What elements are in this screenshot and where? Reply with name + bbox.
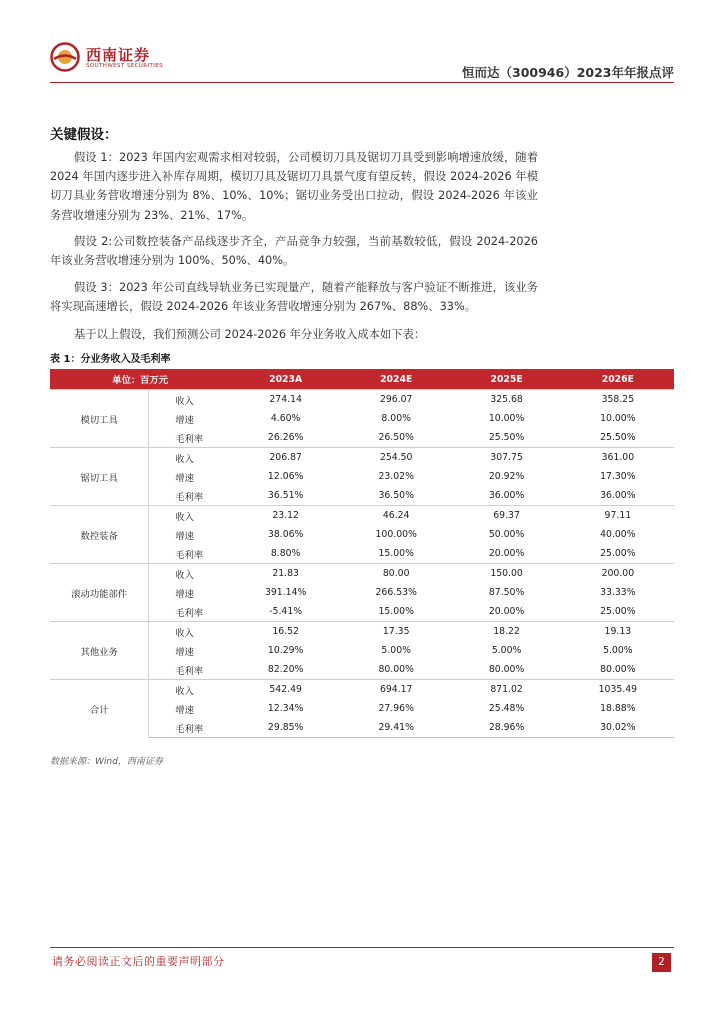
value-cell: 36.51% [267, 490, 304, 501]
metric-name-cell: 增速 [175, 530, 194, 542]
assumption-2-paragraph: 假设 2:公司数控装备产品线逐步齐全，产品竞争力较强，当前基数较低，假设 2024-2026 年该业务营收增速分别为 100%、50%、40%。 [50, 235, 538, 268]
value-cell: 15.00% [378, 606, 414, 617]
value-cell: 1035.49 [562, 680, 674, 700]
value-cell: 10.00% [488, 413, 525, 424]
metric-name-cell: 增速 [175, 472, 194, 484]
table-row [50, 390, 674, 410]
metric-name-cell: 毛利率 [149, 718, 231, 738]
value-cell: 29.41% [341, 718, 452, 738]
value-cell: 80.00% [378, 664, 414, 675]
company-logo-icon [50, 42, 80, 72]
metric-name-cell: 收入 [149, 506, 231, 526]
metric-name-cell: 收入 [149, 448, 231, 468]
metric-name-cell: 毛利率 [175, 433, 204, 445]
value-cell: 36.00% [600, 490, 636, 501]
report-title: 恒而达（300946）2023年年报点评 [462, 65, 674, 80]
metric-name-cell: 增速 [175, 646, 194, 658]
metric-name-cell: 增速 [175, 588, 194, 600]
value-cell: 358.25 [562, 390, 674, 410]
metric-name-cell: 毛利率 [175, 549, 204, 561]
footer-divider [50, 947, 674, 948]
value-cell: 17.35 [341, 622, 452, 642]
value-cell: 21.83 [230, 564, 341, 584]
value-cell: 20.00% [488, 606, 525, 617]
forecast-intro-paragraph: 基于以上假设，我们预测公司 2024-2026 年分业务收入成本如下表： [74, 328, 426, 341]
value-cell: 206.87 [230, 448, 341, 468]
value-cell: 30.02% [562, 718, 674, 738]
value-cell: 16.52 [230, 622, 341, 642]
value-cell: 871.02 [451, 680, 561, 700]
value-cell: 15.00% [378, 548, 414, 559]
page-number: 2 [652, 953, 671, 972]
value-cell: 694.17 [341, 680, 452, 700]
segment-name-cell: 其他业务 [50, 622, 149, 680]
value-cell: 20.92% [488, 471, 525, 482]
assumption-3-paragraph: 假设 3：2023 年公司直线导轨业务已实现量产，随着产能释放与客户验证不断推进，该业务将实现高速增长，假设 2024-2026 年该业务营收增速分别为 267%、88%、33%。 [50, 281, 538, 314]
table-row [50, 506, 674, 526]
header-divider [50, 82, 674, 83]
table-row [50, 448, 674, 468]
value-cell: -5.41% [269, 606, 303, 617]
metric-name-cell: 收入 [149, 680, 231, 700]
value-cell: 18.88% [600, 703, 636, 714]
value-cell: 5.00% [381, 645, 411, 656]
table-caption: 表 1：分业务收入及毛利率 [50, 354, 171, 365]
table-header-row [50, 369, 674, 390]
value-cell: 4.60% [270, 413, 301, 424]
value-cell: 200.00 [562, 564, 674, 584]
value-cell: 26.50% [378, 432, 414, 443]
value-cell: 296.07 [341, 390, 452, 410]
value-cell: 12.34% [267, 703, 304, 714]
data-source-note: 数据来源：Wind，西南证券 [50, 757, 163, 767]
value-cell: 25.48% [488, 703, 525, 714]
section-title: 关键假设： [50, 127, 118, 143]
value-cell: 97.11 [562, 506, 674, 526]
value-cell: 266.53% [375, 587, 417, 598]
value-cell: 361.00 [562, 448, 674, 468]
metric-name-cell: 收入 [149, 622, 231, 642]
logo-chinese-name: 西南证券 [86, 46, 151, 64]
value-cell: 80.00% [488, 664, 525, 675]
table-row [50, 680, 674, 700]
value-cell: 5.00% [603, 645, 633, 656]
logo-english-name: SOUTHWEST SECURITIES [86, 63, 164, 69]
segment-name-cell: 滚动功能部件 [50, 564, 149, 622]
value-cell: 82.20% [267, 664, 304, 675]
value-cell: 23.02% [378, 471, 414, 482]
column-header: 2023A [230, 369, 341, 390]
value-cell: 25.50% [600, 432, 636, 443]
value-cell: 542.49 [230, 680, 341, 700]
value-cell: 274.14 [230, 390, 341, 410]
value-cell: 8.00% [381, 413, 411, 424]
metric-name-cell: 增速 [175, 704, 194, 716]
value-cell: 23.12 [230, 506, 341, 526]
value-cell: 254.50 [341, 448, 452, 468]
value-cell: 25.50% [488, 432, 525, 443]
segment-name-cell: 锯切工具 [50, 448, 149, 506]
value-cell: 17.30% [600, 471, 636, 482]
value-cell: 25.00% [600, 606, 636, 617]
column-header: 2024E [341, 369, 452, 390]
value-cell: 38.06% [267, 529, 304, 540]
value-cell: 5.00% [491, 645, 522, 656]
value-cell: 25.00% [600, 548, 636, 559]
value-cell: 29.85% [230, 718, 341, 738]
value-cell: 26.26% [267, 432, 304, 443]
value-cell: 100.00% [375, 529, 417, 540]
column-header: 2026E [562, 369, 674, 390]
value-cell: 46.24 [341, 506, 452, 526]
value-cell: 8.80% [270, 548, 301, 559]
value-cell: 10.00% [600, 413, 636, 424]
column-header: 2025E [451, 369, 561, 390]
metric-name-cell: 增速 [175, 414, 194, 426]
metric-name-cell: 毛利率 [175, 665, 204, 677]
disclaimer-text: 请务必阅读正文后的重要声明部分 [52, 955, 225, 968]
value-cell: 18.22 [451, 622, 561, 642]
value-cell: 36.00% [488, 490, 525, 501]
segment-revenue-table [50, 369, 674, 738]
value-cell: 307.75 [451, 448, 561, 468]
assumption-1-paragraph: 假设 1：2023 年国内宏观需求相对较弱，公司模切刀具及锯切刀具受到影响增速放缓，随着 2024 年国内逐步进入补库存周期，模切刀具及锯切刀具景气度有望反转，假设 2024-2026 年模切刀具业务营收增速分别为 8%、10%、10%；锯切业务受出口拉动，假设 2024-2026 年该业务营收增速分别为 23%、21%、17%。 [50, 151, 538, 222]
metric-name-cell: 收入 [149, 564, 231, 584]
value-cell: 80.00% [600, 664, 636, 675]
value-cell: 69.37 [451, 506, 561, 526]
value-cell: 325.68 [451, 390, 561, 410]
value-cell: 150.00 [451, 564, 561, 584]
value-cell: 12.06% [267, 471, 304, 482]
value-cell: 10.29% [267, 645, 304, 656]
value-cell: 80.00 [341, 564, 452, 584]
value-cell: 20.00% [488, 548, 525, 559]
value-cell: 36.50% [378, 490, 414, 501]
table-row [50, 564, 674, 584]
unit-header: 单位：百万元 [50, 369, 230, 390]
value-cell: 19.13 [562, 622, 674, 642]
value-cell: 391.14% [264, 587, 307, 598]
metric-name-cell: 收入 [149, 390, 231, 410]
value-cell: 33.33% [600, 587, 636, 598]
value-cell: 40.00% [600, 529, 636, 540]
segment-name-cell: 合计 [50, 680, 149, 738]
segment-name-cell: 数控装备 [50, 506, 149, 564]
value-cell: 87.50% [488, 587, 525, 598]
value-cell: 50.00% [488, 529, 525, 540]
segment-name-cell: 模切工具 [50, 390, 149, 448]
value-cell: 28.96% [451, 718, 561, 738]
page-header [50, 36, 674, 84]
value-cell: 27.96% [378, 703, 414, 714]
metric-name-cell: 毛利率 [175, 491, 204, 503]
metric-name-cell: 毛利率 [175, 607, 204, 619]
table-row [50, 622, 674, 642]
